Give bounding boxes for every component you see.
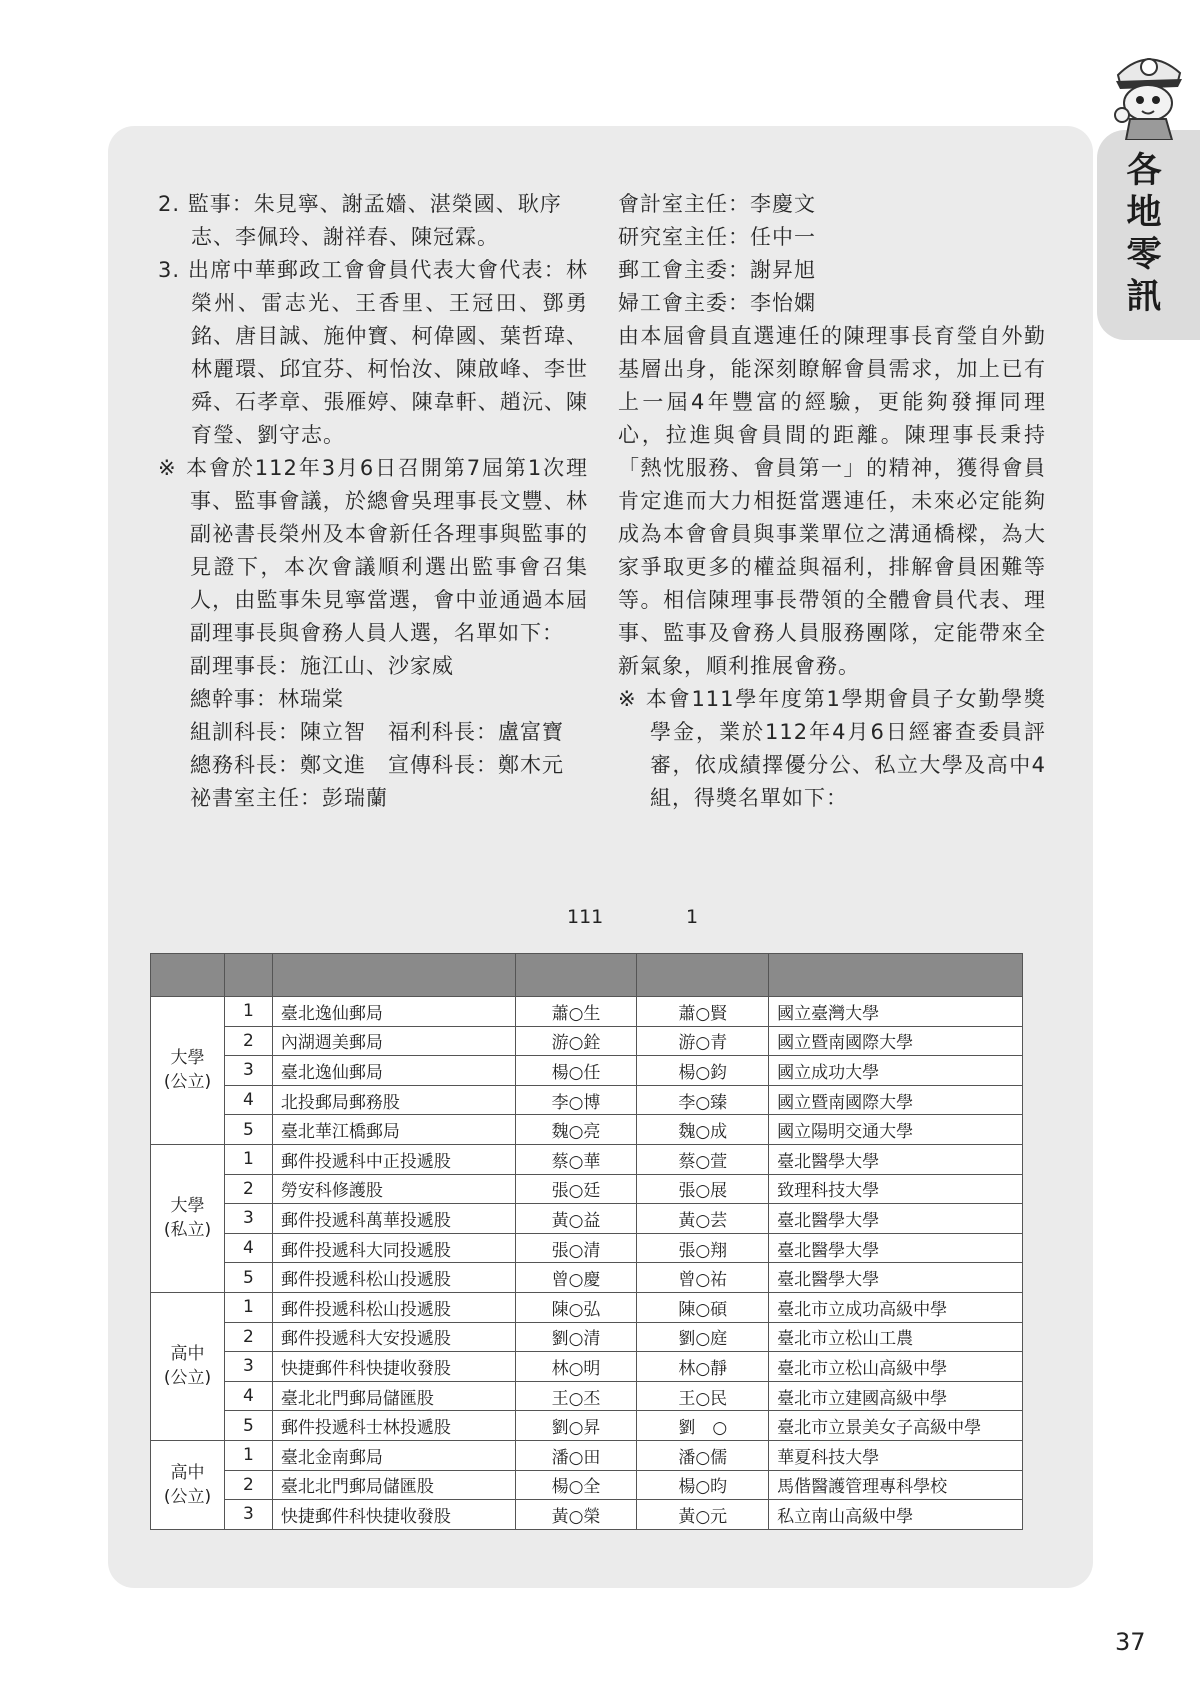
school-name: 臺北市立松山工農 [769,1322,1023,1352]
table-row [151,1440,1023,1470]
row-number: 4 [224,1085,272,1115]
member-name: 王○丕 [515,1381,637,1411]
unit-cell: 快捷郵件科快捷收發股 [272,1352,515,1382]
row-number: 2 [224,1026,272,1056]
table-row [151,1263,1023,1293]
school-name: 臺北市立建國高級中學 [769,1381,1023,1411]
school-name: 臺北醫學大學 [769,1263,1023,1293]
school-name: 國立臺灣大學 [769,997,1023,1027]
row-number: 5 [224,1115,272,1145]
unit-cell: 內湖週美郵局 [272,1026,515,1056]
school-name: 臺北市立景美女子高級中學 [769,1411,1023,1441]
table-row [151,1085,1023,1115]
member-name: 劉○清 [515,1322,637,1352]
postman-mascot-icon [1108,45,1188,140]
table-title-year: 111 [567,906,604,928]
school-name: 私立南山高級中學 [769,1500,1023,1530]
member-name: 潘○田 [515,1440,637,1470]
student-name: 游○青 [637,1026,769,1056]
student-name: 黃○元 [637,1500,769,1530]
row-number: 3 [224,1204,272,1234]
member-name: 黃○榮 [515,1500,637,1530]
row-number: 4 [224,1381,272,1411]
school-name: 國立暨南國際大學 [769,1026,1023,1056]
table-header-row [151,954,1023,997]
role-line: 祕書室主任：彭瑞蘭 [190,786,388,810]
left-column [158,188,588,815]
unit-cell: 臺北北門郵局儲匯股 [272,1381,515,1411]
unit-cell: 郵件投遞科松山投遞股 [272,1292,515,1322]
row-number: 5 [224,1263,272,1293]
row-number: 3 [224,1352,272,1382]
table-row [151,1204,1023,1234]
table-row [151,1470,1023,1500]
unit-cell: 郵件投遞科中正投遞股 [272,1144,515,1174]
unit-cell: 郵件投遞科大安投遞股 [272,1322,515,1352]
student-name: 魏○成 [637,1115,769,1145]
school-name: 致理科技大學 [769,1174,1023,1204]
unit-cell: 臺北華江橋郵局 [272,1115,515,1145]
role-line: 副理事長：施江山、沙家威 [190,654,454,678]
school-name: 馬偕醫護管理專科學校 [769,1470,1023,1500]
student-name: 黃○芸 [637,1204,769,1234]
member-name: 魏○亮 [515,1115,637,1145]
table-body [151,997,1023,1530]
row-number: 1 [224,1292,272,1322]
section-tab-title: 各地零訊 [1126,150,1162,317]
student-name: 蕭○賢 [637,997,769,1027]
role-line: 組訓科長：陳立智 福利科長：盧富寶 [190,720,564,744]
member-name: 張○廷 [515,1174,637,1204]
group-label: 大學 (私立) [151,1144,225,1292]
table-row [151,1292,1023,1322]
school-name: 臺北醫學大學 [769,1233,1023,1263]
row-number: 2 [224,1470,272,1500]
row-number: 2 [224,1322,272,1352]
member-name: 楊○全 [515,1470,637,1500]
table-row [151,1500,1023,1530]
table-row [151,1144,1023,1174]
unit-cell: 臺北北門郵局儲匯股 [272,1470,515,1500]
school-name: 臺北醫學大學 [769,1204,1023,1234]
table-row [151,1322,1023,1352]
school-name: 國立陽明交通大學 [769,1115,1023,1145]
role-line: 會計室主任：李慶文 [618,192,816,216]
student-name: 曾○祐 [637,1263,769,1293]
student-name: 王○民 [637,1381,769,1411]
student-name: 蔡○萱 [637,1144,769,1174]
unit-cell: 快捷郵件科快捷收發股 [272,1500,515,1530]
right-column [618,188,1046,815]
unit-cell: 郵件投遞科萬華投遞股 [272,1204,515,1234]
student-name: 張○翔 [637,1233,769,1263]
table-row [151,1411,1023,1441]
student-name: 楊○鈞 [637,1056,769,1086]
school-name: 華夏科技大學 [769,1440,1023,1470]
role-line: 郵工會主委：謝昇旭 [618,258,816,282]
table-row [151,1056,1023,1086]
student-name: 林○靜 [637,1352,769,1382]
member-name: 楊○任 [515,1056,637,1086]
page-number: 37 [1115,1628,1146,1656]
member-name: 李○博 [515,1085,637,1115]
unit-cell: 郵件投遞科士林投遞股 [272,1411,515,1441]
table-row [151,1026,1023,1056]
scholarship-note: ※ 本會111學年度第1學期會員子女勤學獎學金，業於112年4月6日經審查委員評審，依成績擇優分公、私立大學及高中4組，得獎名單如下： [618,687,1046,810]
student-name: 張○展 [637,1174,769,1204]
student-name: 楊○昀 [637,1470,769,1500]
scholarship-table [150,953,1023,1530]
meeting-note: ※ 本會於112年3月6日召開第7屆第1次理事、監事會議，於總會吳理事長文豐、林副祕書長榮州及本會新任各理事與監事的見證下，本次會議順利選出監事會召集人，由監事朱見寧當選，會中並通過本屆副理事長與會務人員人選，名單如下： [158,456,588,645]
school-name: 國立暨南國際大學 [769,1085,1023,1115]
chairman-paragraph: 由本屆會員直選連任的陳理事長育瑩自外勤基層出身，能深刻瞭解會員需求，加上已有上一屆4年豐富的經驗，更能夠發揮同理心，拉進與會員間的距離。陳理事長秉持「熱忱服務、會員第一」的精神，獲得會員肯定進而大力相挺當選連任，未來必定能夠成為本會會員與事業單位之溝通橋樑，為大家爭取更多的權益與福利，排解會員困難等等。相信陳理事長帶領的全體會員代表、理事、監事及會務人員服務團隊，定能帶來全新氣象，順利推展會務。 [618,324,1046,678]
member-name: 游○銓 [515,1026,637,1056]
row-number: 5 [224,1411,272,1441]
row-number: 1 [224,997,272,1027]
row-number: 1 [224,1440,272,1470]
role-line: 總幹事：林瑞棠 [190,687,344,711]
member-name: 蕭○生 [515,997,637,1027]
role-line: 研究室主任：任中一 [618,225,816,249]
unit-cell: 臺北金南郵局 [272,1440,515,1470]
table-row [151,1233,1023,1263]
student-name: 潘○儒 [637,1440,769,1470]
member-name: 劉○昇 [515,1411,637,1441]
row-number: 3 [224,1500,272,1530]
list-item: 3. 出席中華郵政工會會員代表大會代表：林榮州、雷志光、王香里、王冠田、鄧勇銘、唐目誠、施仲寶、柯偉國、葉哲瑋、林麗環、邱宜芬、柯怡汝、陳啟峰、李世舜、石孝章、張雁婷、陳韋軒、趙沅、陳育瑩、劉守志。 [158,258,588,447]
table-title-term: 1 [686,906,699,928]
group-label: 高中 (公立) [151,1440,225,1529]
student-name: 李○臻 [637,1085,769,1115]
table-row [151,1174,1023,1204]
unit-cell: 郵件投遞科大同投遞股 [272,1233,515,1263]
student-name: 劉○庭 [637,1322,769,1352]
group-label: 高中 (公立) [151,1292,225,1440]
unit-cell: 北投郵局郵務股 [272,1085,515,1115]
member-name: 曾○慶 [515,1263,637,1293]
row-number: 1 [224,1144,272,1174]
row-number: 3 [224,1056,272,1086]
list-item: 2. 監事：朱見寧、謝孟嬙、湛榮國、耿序志、李佩玲、謝祥春、陳冠霖。 [158,192,562,249]
school-name: 臺北市立成功高級中學 [769,1292,1023,1322]
row-number: 4 [224,1233,272,1263]
member-name: 林○明 [515,1352,637,1382]
member-name: 蔡○華 [515,1144,637,1174]
student-name: 劉 ○ [637,1411,769,1441]
student-name: 陳○碩 [637,1292,769,1322]
table-row [151,1381,1023,1411]
member-name: 張○清 [515,1233,637,1263]
group-label: 大學 (公立) [151,997,225,1145]
role-line: 婦工會主委：李怡嫻 [618,291,816,315]
table-row [151,1352,1023,1382]
row-number: 2 [224,1174,272,1204]
unit-cell: 臺北逸仙郵局 [272,1056,515,1086]
table-row [151,997,1023,1027]
member-name: 黃○益 [515,1204,637,1234]
unit-cell: 勞安科修護股 [272,1174,515,1204]
school-name: 國立成功大學 [769,1056,1023,1086]
role-line: 總務科長：鄭文進 宣傳科長：鄭木元 [190,753,564,777]
school-name: 臺北醫學大學 [769,1144,1023,1174]
unit-cell: 臺北逸仙郵局 [272,997,515,1027]
school-name: 臺北市立松山高級中學 [769,1352,1023,1382]
member-name: 陳○弘 [515,1292,637,1322]
unit-cell: 郵件投遞科松山投遞股 [272,1263,515,1293]
table-row [151,1115,1023,1145]
